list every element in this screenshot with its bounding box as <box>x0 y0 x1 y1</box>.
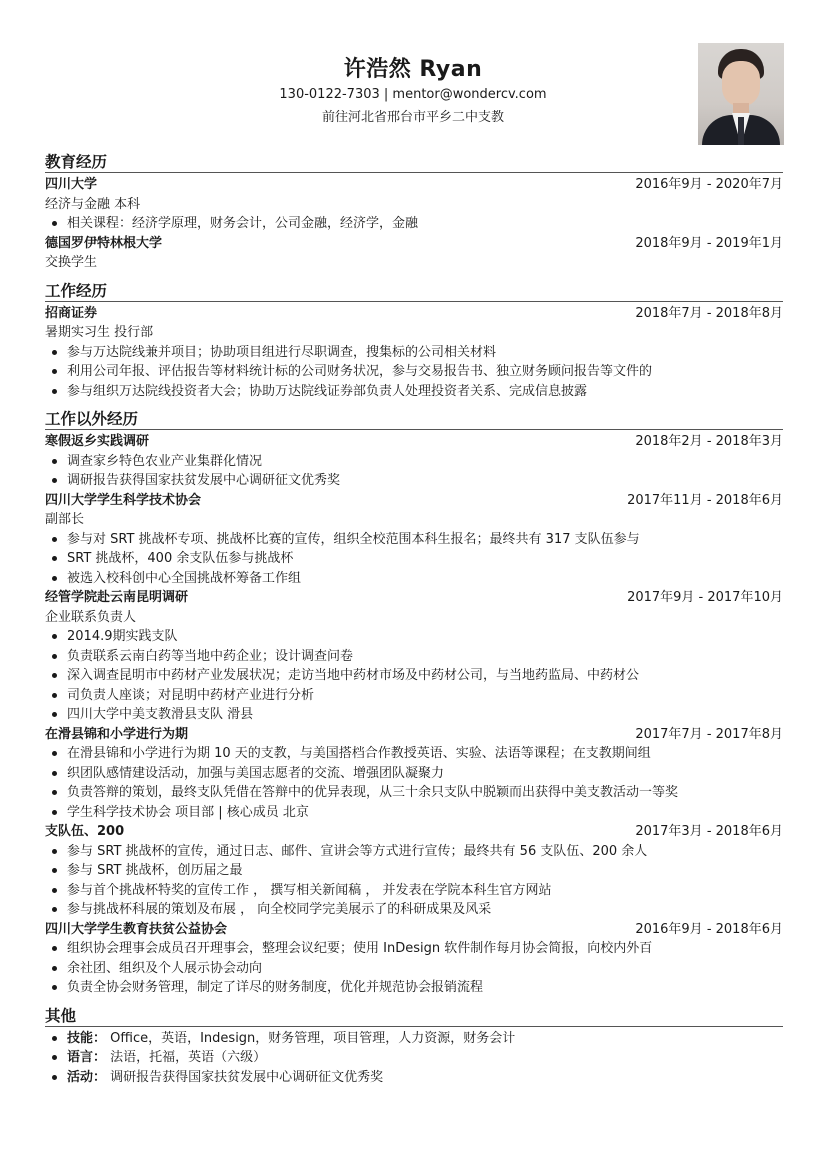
list-item: 活动： 调研报告获得国家扶贫发展中心调研征文优秀奖 <box>45 1068 783 1088</box>
list-item: 参与对 SRT 挑战杯专项、挑战杯比赛的宣传，组织全校范围本科生报名；最终共有 317 支队伍参与 <box>45 530 783 550</box>
work-section <box>45 279 783 402</box>
bullet-icon <box>52 537 57 542</box>
bullet-icon <box>52 771 57 776</box>
bullet-icon <box>52 868 57 873</box>
education-section <box>45 150 783 273</box>
list-item: 负责联系云南白药等当地中药企业；设计调查问卷 <box>45 647 783 667</box>
entry-org: 在滑县锦和小学进行为期 <box>45 726 189 742</box>
extra-section <box>45 407 783 998</box>
entry-subtitle: 交换学生 <box>45 255 98 270</box>
list-item: SRT 挑战杯，400 余支队伍参与挑战杯 <box>45 549 783 569</box>
list-item: 语言： 法语，托福，英语（六级） <box>45 1048 783 1068</box>
list-item: 参与万达院线兼并项目；协助项目组进行尽职调查，搜集标的公司相关材料 <box>45 343 783 363</box>
job-intent: 前往河北省邢台市平乡二中支教 <box>321 110 504 125</box>
bullet-icon <box>52 556 57 561</box>
bullet-icon <box>52 1055 57 1060</box>
list-item: 学生科学技术协会 项目部 | 核心成员 北京 <box>45 803 783 823</box>
bullet-icon <box>52 369 57 374</box>
list-item: 负责答辩的策划，最终支队凭借在答辩中的优异表现，从三十余只支队中脱颖而出获得中美支教活动一等奖 <box>45 783 783 803</box>
extra-entry <box>45 920 783 998</box>
section-title: 其他 <box>45 1006 77 1025</box>
entry-subtitle: 暑期实习生 投行部 <box>45 325 154 340</box>
entry-date: 2016年9月 - 2018年6月 <box>635 921 783 937</box>
section-divider <box>45 1026 783 1027</box>
bullet-icon <box>52 634 57 639</box>
entry-date: 2017年7月 - 2017年8月 <box>635 726 783 742</box>
list-item: 余社团、组织及个人展示协会动向 <box>45 959 783 979</box>
section-title: 工作经历 <box>45 281 108 300</box>
other-section <box>45 1004 783 1088</box>
entry-date: 2018年2月 - 2018年3月 <box>635 434 783 449</box>
bullet-icon <box>52 478 57 483</box>
entry-org: 德国罗伊特林根大学 <box>45 235 163 251</box>
bullet-icon <box>52 946 57 951</box>
bullet-icon <box>52 1036 57 1041</box>
work-entry <box>45 304 783 402</box>
resume-body <box>45 150 783 1087</box>
list-item: 相关课程：经济学原理，财务会计，公司金融，经济学，金融 <box>45 214 783 234</box>
entry-org: 寒假返乡实践调研 <box>45 434 150 449</box>
entry-subtitle: 经济与金融 本科 <box>45 196 141 212</box>
list-item: 织团队感情建设活动，加强与美国志愿者的交流、增强团队凝聚力 <box>45 764 783 784</box>
entry-org: 四川大学学生科学技术协会 <box>45 492 202 508</box>
bullet-icon <box>52 673 57 678</box>
list-item: 在滑县锦和小学进行为期 10 天的支教，与美国搭档合作教授英语、实验、法语等课程；在支教期间组 <box>45 744 783 764</box>
entry-date: 2017年9月 - 2017年10月 <box>627 590 783 605</box>
bullet-icon <box>52 966 57 971</box>
section-title: 工作以外经历 <box>45 410 139 428</box>
list-item: 被选入校科创中心全国挑战杯筹备工作组 <box>45 569 783 589</box>
entry-org: 招商证券 <box>45 305 98 321</box>
extra-entry <box>45 822 783 920</box>
list-item: 负责全协会财务管理，制定了详尽的财务制度，优化并规范协会报销流程 <box>45 978 783 998</box>
section-title: 教育经历 <box>45 153 108 171</box>
list-item: 四川大学中美支教滑县支队 滑县 <box>45 705 783 725</box>
entry-date: 2018年7月 - 2018年8月 <box>635 305 783 321</box>
bullet-icon <box>52 459 57 464</box>
list-item: 深入调查昆明市中药材产业发展状况；走访当地中药材市场及中药材公司，与当地药监局、中药材公 <box>45 666 783 686</box>
entry-date: 2017年3月 - 2018年6月 <box>635 824 783 839</box>
bullet-icon <box>52 1075 57 1080</box>
bullet-icon <box>52 389 57 394</box>
extra-entry <box>45 725 783 823</box>
list-item: 参与首个挑战杯特奖的宣传工作 ， 撰写相关新闻稿 ， 并发表在学院本科生官方网站 <box>45 881 783 901</box>
list-item: 参与 SRT 挑战杯的宣传，通过日志、邮件、宣讲会等方式进行宣传；最终共有 56 支队伍、200 余人 <box>45 842 783 862</box>
bullet-icon <box>52 790 57 795</box>
entry-org: 四川大学学生教育扶贫公益协会 <box>45 921 228 937</box>
entry-subtitle: 企业联系负责人 <box>45 609 137 625</box>
contact-info: 130-0122-7303 | mentor@wondercv.com <box>279 87 547 102</box>
list-item: 司负责人座谈；对昆明中药材产业进行分析 <box>45 686 783 706</box>
extra-entry <box>45 491 783 589</box>
bullet-icon <box>52 712 57 717</box>
list-item: 利用公司年报、评估报告等材料统计标的公司财务状况，参与交易报告书、独立财务顾问报告等文件的 <box>45 362 783 382</box>
bullet-icon <box>52 810 57 815</box>
list-item: 调研报告获得国家扶贫发展中心调研征文优秀奖 <box>45 471 783 491</box>
extra-entry <box>45 432 783 491</box>
bullet-icon <box>52 849 57 854</box>
education-entry <box>45 175 783 234</box>
list-item: 调查家乡特色农业产业集群化情况 <box>45 452 783 472</box>
section-divider <box>45 429 783 430</box>
entry-org: 四川大学 <box>45 177 98 192</box>
list-item: 2014.9期实践支队 <box>45 627 783 647</box>
candidate-name: 许浩然 Ryan <box>343 57 483 82</box>
entry-org: 经管学院赴云南昆明调研 <box>45 590 189 605</box>
bullet-icon <box>52 654 57 659</box>
list-item: 参与组织万达院线投资者大会；协助万达院线证券部负责人处理投资者关系、完成信息披露 <box>45 382 783 402</box>
entry-date: 2018年9月 - 2019年1月 <box>635 235 783 251</box>
list-item: 技能： Office，英语，Indesign，财务管理，项目管理，人力资源，财务会计 <box>45 1029 783 1049</box>
list-item: 参与挑战杯科展的策划及布展 ， 向全校同学完美展示了的科研成果及风采 <box>45 900 783 920</box>
entry-org: 支队伍、200 <box>45 824 125 839</box>
bullet-icon <box>52 888 57 893</box>
entry-date: 2016年9月 - 2020年7月 <box>635 177 783 192</box>
entry-date: 2017年11月 - 2018年6月 <box>627 492 783 508</box>
section-divider <box>45 301 783 302</box>
profile-photo <box>698 43 784 145</box>
bullet-icon <box>52 350 57 355</box>
list-item: 参与 SRT 挑战杯，创历届之最 <box>45 861 783 881</box>
bullet-icon <box>52 985 57 990</box>
bullet-icon <box>52 693 57 698</box>
extra-entry <box>45 588 783 725</box>
section-divider <box>45 172 783 173</box>
education-entry <box>45 234 783 273</box>
list-item: 组织协会理事会成员召开理事会，整理会议纪要；使用 InDesign 软件制作每月协会简报，向校内外百 <box>45 939 783 959</box>
entry-subtitle: 副部长 <box>45 512 85 527</box>
bullet-icon <box>52 221 57 226</box>
bullet-icon <box>52 751 57 756</box>
bullet-icon <box>52 907 57 912</box>
bullet-icon <box>52 576 57 581</box>
